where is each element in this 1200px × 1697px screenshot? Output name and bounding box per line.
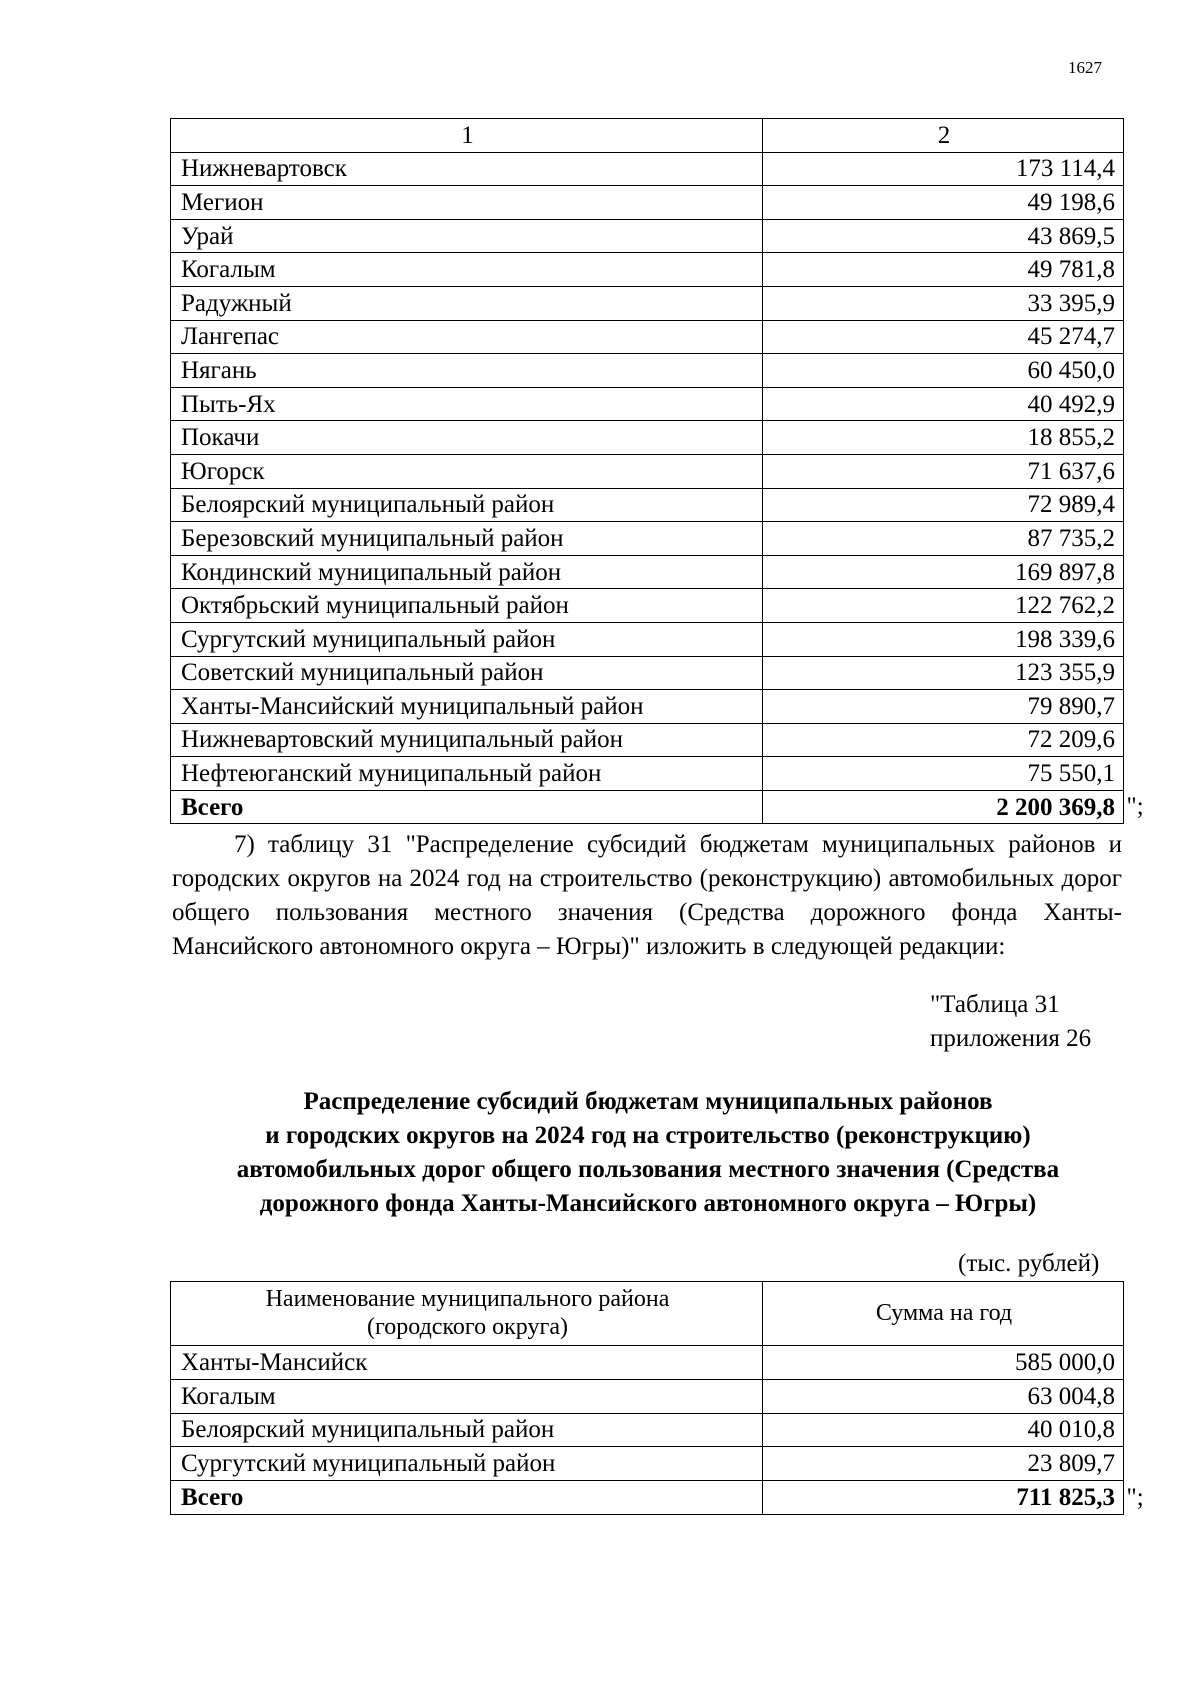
municipality-name-cell: Сургутский муниципальный район <box>171 1447 763 1481</box>
municipality-name-cell: Когалым <box>171 1379 763 1413</box>
municipality-value-cell: 87 735,2 <box>763 522 1124 556</box>
total-value: 711 825,3 <box>763 1481 1124 1515</box>
table-header-row <box>171 119 1124 153</box>
municipality-value-cell: 40 492,9 <box>763 387 1124 421</box>
amendment-text: 7) таблицу 31 "Распределение субсидий бюджетам муниципальных районов и городских округов на 2024 год на строительство (реконструкцию) автомобильных дорог общего пользования местного значения (Средства дорожного фонда Ханты-Мансийского автономного округа – Югры)" изложить в следующей редакции: <box>172 831 1122 960</box>
table-row <box>171 656 1124 690</box>
table-row <box>171 1413 1124 1447</box>
municipality-value-cell: 173 114,4 <box>763 152 1124 186</box>
total-label: Всего <box>171 1481 763 1515</box>
table-reference <box>930 988 1091 1056</box>
municipality-value-cell: 18 855,2 <box>763 421 1124 455</box>
municipality-name-cell: Белоярский муниципальный район <box>171 488 763 522</box>
column-header-name-line-1: Наименование муниципального района <box>265 1285 670 1312</box>
municipality-name-cell: Кондинский муниципальный район <box>171 555 763 589</box>
table-row <box>171 387 1124 421</box>
municipality-value-cell: 49 781,8 <box>763 253 1124 287</box>
municipality-name-cell: Ханты-Мансийский муниципальный район <box>171 690 763 724</box>
municipality-name-cell: Ханты-Мансийск <box>171 1346 763 1380</box>
table-row <box>171 757 1124 791</box>
municipality-name-cell: Советский муниципальный район <box>171 656 763 690</box>
table-row <box>171 1447 1124 1481</box>
municipality-value-cell: 49 198,6 <box>763 186 1124 220</box>
table-row <box>171 253 1124 287</box>
municipality-value-cell: 72 989,4 <box>763 488 1124 522</box>
table-title-line: Распределение субсидий бюджетам муниципальных районов <box>303 1088 993 1115</box>
table-row <box>171 522 1124 556</box>
table-title-line: и городских округов на 2024 год на строительство (реконструкцию) <box>265 1122 1031 1149</box>
municipality-name-cell: Лангепас <box>171 320 763 354</box>
table-row <box>171 152 1124 186</box>
table-row <box>171 219 1124 253</box>
municipality-value-cell: 122 762,2 <box>763 589 1124 623</box>
table-row <box>171 555 1124 589</box>
table-row <box>171 723 1124 757</box>
table-row <box>171 186 1124 220</box>
total-row <box>171 790 1124 824</box>
municipality-name-cell: Мегион <box>171 186 763 220</box>
municipality-name-cell: Урай <box>171 219 763 253</box>
municipality-value-cell: 45 274,7 <box>763 320 1124 354</box>
municipality-name-cell: Октябрьский муниципальный район <box>171 589 763 623</box>
table-reference-line-2: приложения 26 <box>930 1025 1092 1052</box>
municipality-value-cell: 198 339,6 <box>763 622 1124 656</box>
subsidies-table-continued <box>170 118 1124 824</box>
table1-closing-quote: "; <box>1126 793 1144 821</box>
table-row <box>171 1346 1124 1380</box>
municipality-value-cell: 60 450,0 <box>763 354 1124 388</box>
subsidies-table-31 <box>170 1281 1124 1515</box>
municipality-value-cell: 33 395,9 <box>763 286 1124 320</box>
municipality-value-cell: 123 355,9 <box>763 656 1124 690</box>
municipality-name-cell: Когалым <box>171 253 763 287</box>
municipality-name-cell: Березовский муниципальный район <box>171 522 763 556</box>
municipality-name-cell: Покачи <box>171 421 763 455</box>
municipality-value-cell: 63 004,8 <box>763 1379 1124 1413</box>
municipality-name-cell: Белоярский муниципальный район <box>171 1413 763 1447</box>
table-row <box>171 488 1124 522</box>
table-row <box>171 354 1124 388</box>
units-label: (тыс. рублей) <box>958 1250 1100 1277</box>
amendment-paragraph <box>172 828 1122 964</box>
table-row <box>171 421 1124 455</box>
table-reference-line-1: "Таблица 31 <box>930 991 1060 1018</box>
table-row <box>171 320 1124 354</box>
total-value: 2 200 369,8 <box>763 790 1124 824</box>
column-number-1: 1 <box>171 119 763 153</box>
column-header-name-line-2: (городского округа) <box>367 1313 568 1340</box>
total-label: Всего <box>171 790 763 824</box>
table-row <box>171 286 1124 320</box>
page-number: 1627 <box>1068 58 1102 77</box>
table-row <box>171 622 1124 656</box>
municipality-value-cell: 79 890,7 <box>763 690 1124 724</box>
table-title-line: автомобильных дорог общего пользования местного значения (Средства <box>236 1156 1060 1183</box>
municipality-value-cell: 169 897,8 <box>763 555 1124 589</box>
table-title-line: дорожного фонда Ханты-Мансийского автономного округа – Югры) <box>259 1190 1037 1217</box>
table-title <box>172 1085 1124 1221</box>
municipality-name-cell: Пыть-Ях <box>171 387 763 421</box>
municipality-value-cell: 43 869,5 <box>763 219 1124 253</box>
column-header-amount: Сумма на год <box>763 1282 1124 1346</box>
municipality-name-cell: Югорск <box>171 454 763 488</box>
municipality-name-cell: Нефтеюганский муниципальный район <box>171 757 763 791</box>
table-header-row <box>171 1282 1124 1346</box>
municipality-name-cell: Сургутский муниципальный район <box>171 622 763 656</box>
municipality-value-cell: 40 010,8 <box>763 1413 1124 1447</box>
table-row <box>171 454 1124 488</box>
table-row <box>171 690 1124 724</box>
municipality-name-cell: Нижневартовск <box>171 152 763 186</box>
table2-closing-quote: "; <box>1126 1483 1144 1511</box>
table-row <box>171 589 1124 623</box>
municipality-name-cell: Нягань <box>171 354 763 388</box>
municipality-value-cell: 72 209,6 <box>763 723 1124 757</box>
column-number-2: 2 <box>763 119 1124 153</box>
municipality-name-cell: Нижневартовский муниципальный район <box>171 723 763 757</box>
municipality-name-cell: Радужный <box>171 286 763 320</box>
table-row <box>171 1379 1124 1413</box>
municipality-value-cell: 23 809,7 <box>763 1447 1124 1481</box>
municipality-value-cell: 75 550,1 <box>763 757 1124 791</box>
municipality-value-cell: 71 637,6 <box>763 454 1124 488</box>
municipality-value-cell: 585 000,0 <box>763 1346 1124 1380</box>
column-header-name <box>171 1282 763 1346</box>
total-row <box>171 1481 1124 1515</box>
